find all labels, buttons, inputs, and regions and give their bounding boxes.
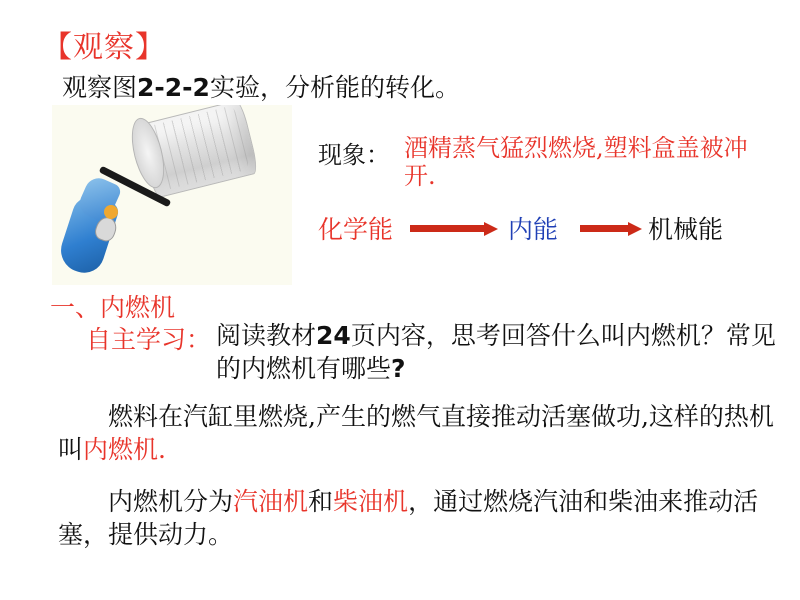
self-study-text	[216, 320, 786, 385]
self-study-page-number: 24	[316, 321, 351, 350]
lighter-knob-icon	[104, 205, 118, 219]
types-highlight-gasoline: 汽油机	[233, 487, 309, 516]
page-title: 【观察】	[42, 30, 166, 65]
experiment-photo	[52, 105, 292, 285]
types-text-part2: 和	[308, 487, 334, 516]
definition-text: 燃料在汽缸里燃烧,产生的燃气直接推动活塞做功,这样的热机叫	[58, 402, 774, 464]
energy-mechanical-label: 机械能	[648, 215, 724, 244]
section-heading: 一、内燃机	[50, 293, 176, 322]
phenomenon-text: 酒精蒸气猛烈燃烧,塑料盒盖被冲开.	[404, 134, 748, 190]
types-text-part1: 内燃机分为	[108, 487, 234, 516]
types-paragraph	[58, 485, 778, 551]
self-study-label: 自主学习：	[86, 325, 212, 354]
self-study-text-part1: 阅读教材	[216, 321, 317, 350]
definition-highlight: 内燃机.	[83, 435, 166, 464]
arrow-right-icon-1	[410, 222, 498, 234]
arrow-right-icon-2	[580, 222, 642, 234]
intro-prefix: 观察图	[62, 73, 138, 102]
intro-line	[62, 68, 460, 104]
energy-conversion-chain	[318, 210, 778, 250]
types-text-part3: ，通过燃烧汽油和柴油来推动活塞，提供动力。	[58, 487, 759, 549]
self-study-text-part2: 页内容，思考回答什么叫内燃机？常见的内燃机有哪些	[216, 321, 776, 383]
intro-figure-number: 2-2-2	[137, 73, 210, 102]
types-highlight-diesel: 柴油机	[333, 487, 409, 516]
intro-suffix: 实验，分析能的转化。	[209, 73, 460, 102]
phenomenon-label: 现象：	[318, 141, 390, 169]
definition-paragraph	[58, 400, 778, 466]
self-study-text-part3: ?	[391, 353, 406, 383]
energy-chemical-label: 化学能	[318, 215, 394, 244]
energy-internal-label: 内能	[508, 215, 559, 244]
